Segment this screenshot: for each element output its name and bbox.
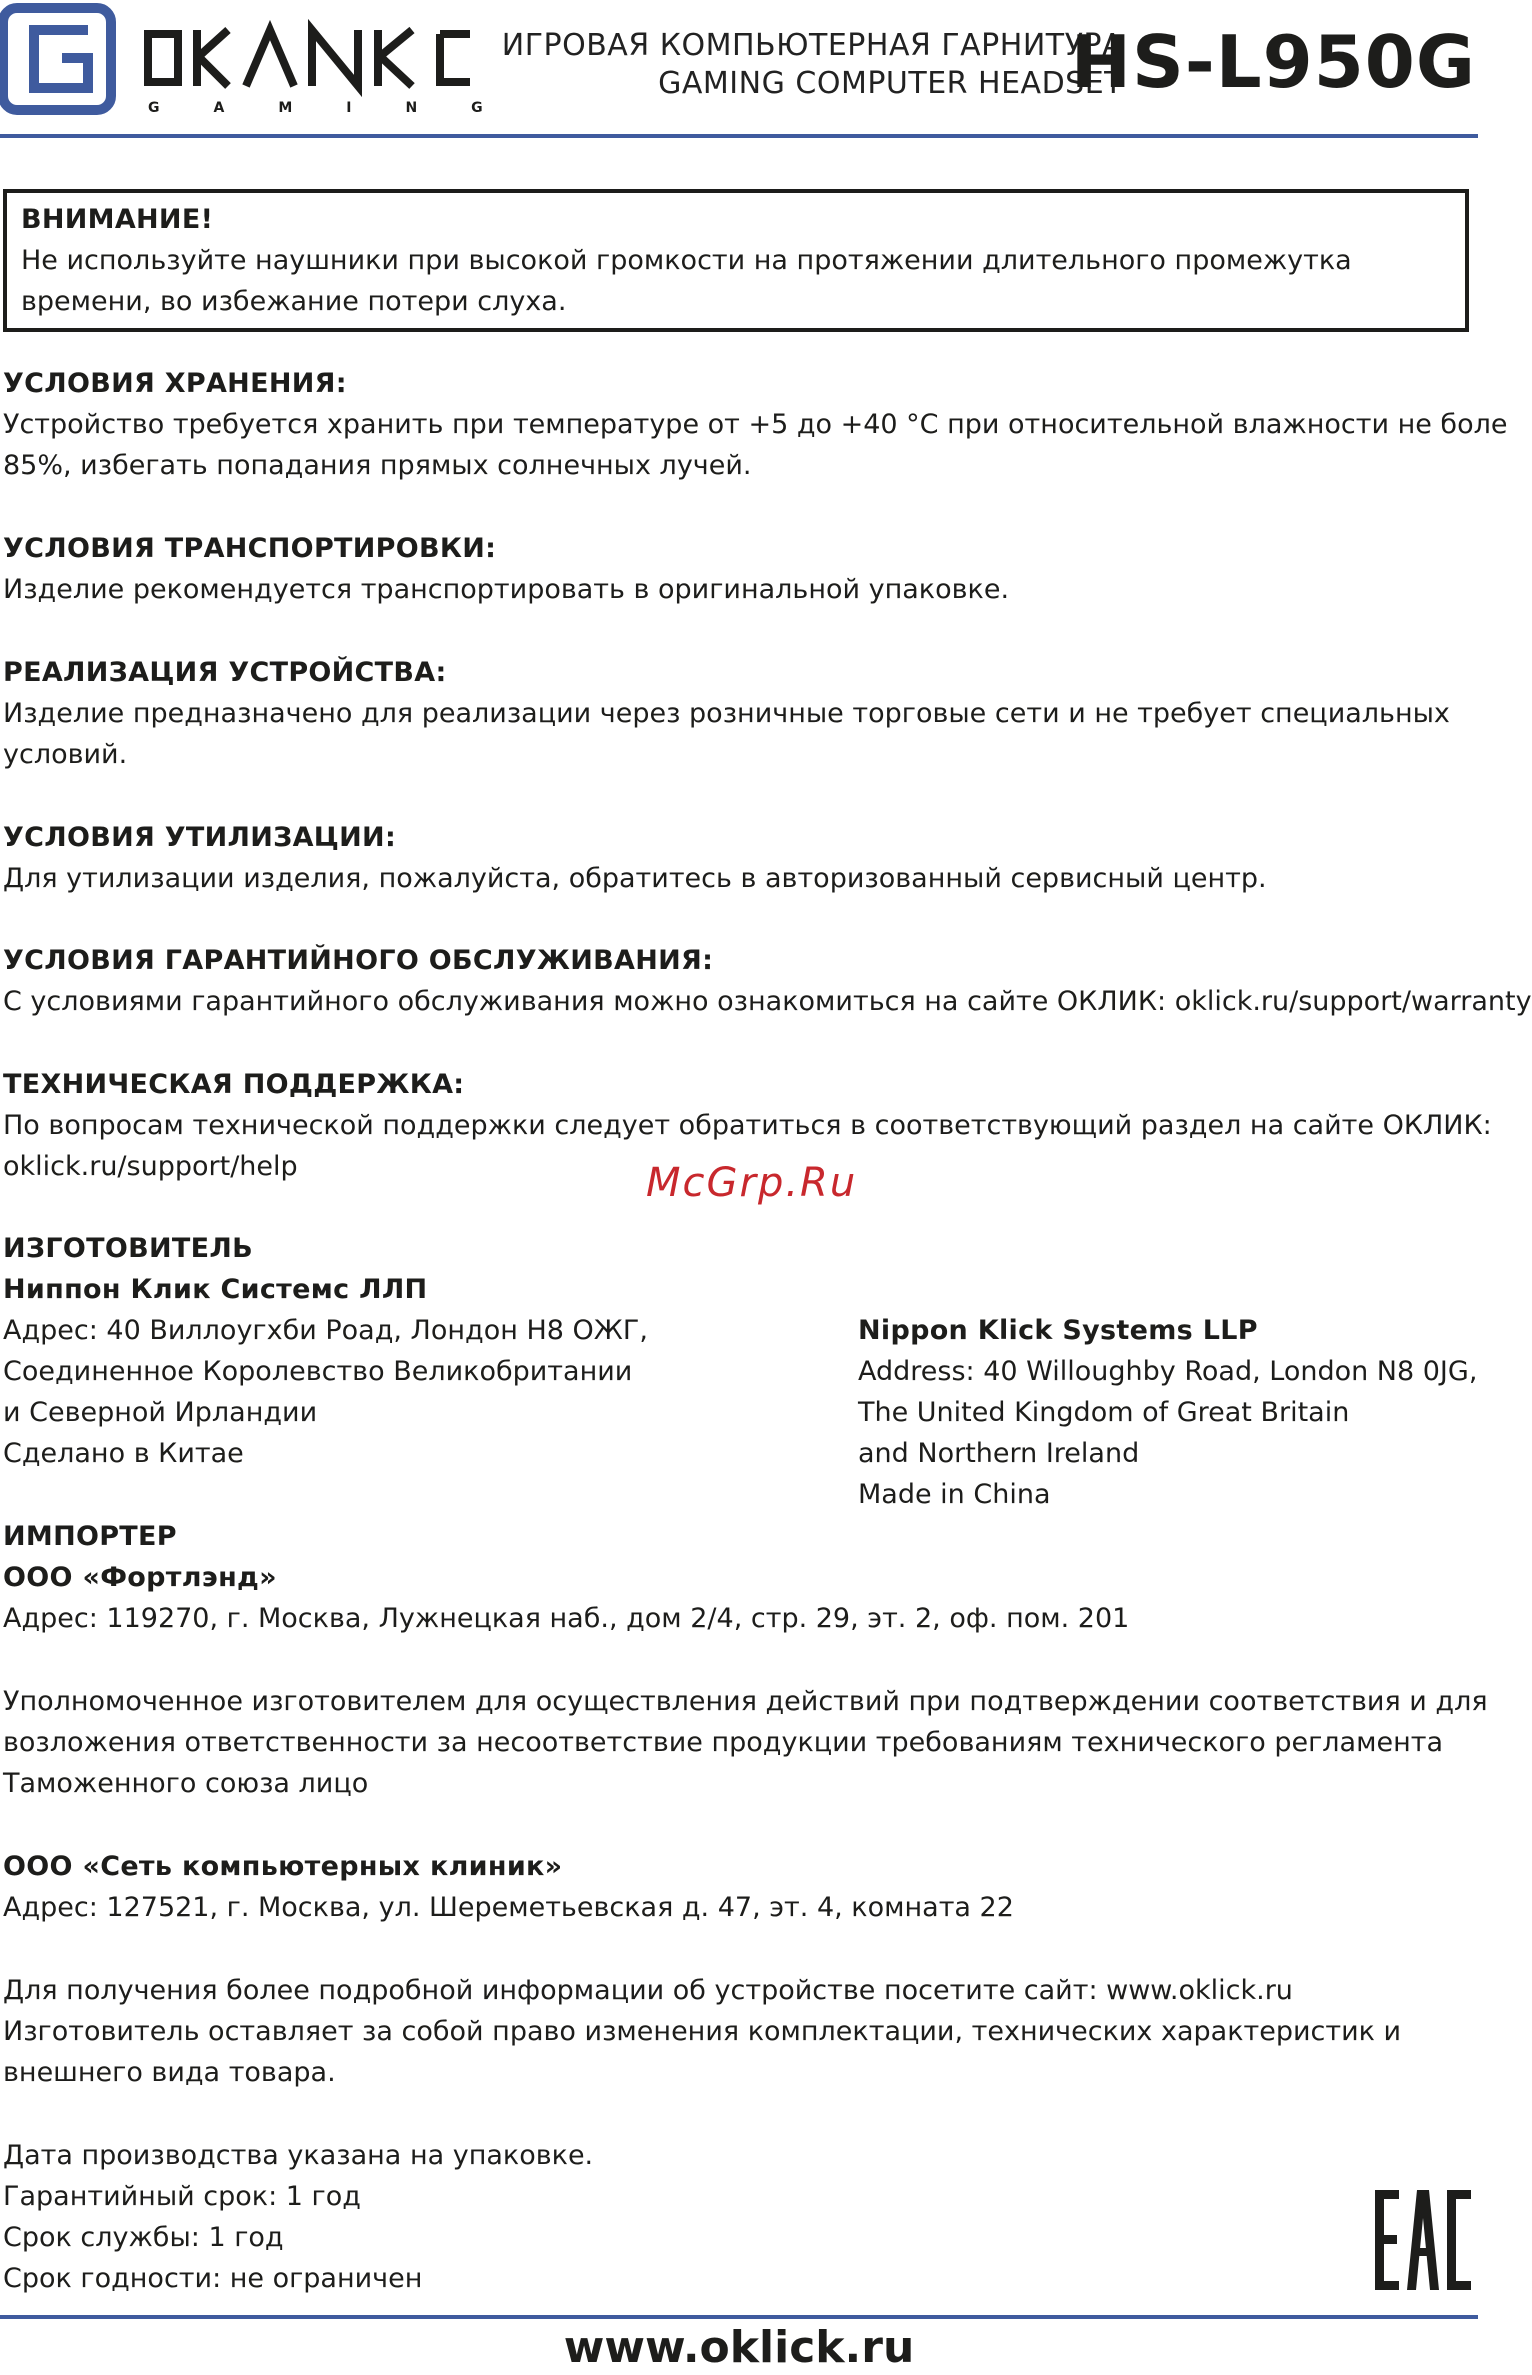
info-line: Изготовитель оставляет за собой право изменения комплектации, технических характеристик и bbox=[3, 2016, 1402, 2047]
eac-mark-icon bbox=[1373, 2188, 1473, 2292]
header-divider bbox=[0, 134, 1478, 138]
storage-title: УСЛОВИЯ ХРАНЕНИЯ: bbox=[3, 368, 347, 399]
manufacturer-title: ИЗГОТОВИТЕЛЬ bbox=[3, 1233, 253, 1264]
product-type-ru: ИГРОВАЯ КОМПЬЮТЕРНАЯ ГАРНИТУРА bbox=[501, 28, 1123, 63]
importer-address: Адрес: 119270, г. Москва, Лужнецкая наб., дом 2/4, стр. 29, эт. 2, оф. пом. 201 bbox=[3, 1603, 1130, 1634]
model-number: HS-L950G bbox=[1070, 20, 1476, 104]
disposal-line: Для утилизации изделия, пожалуйста, обратитесь в авторизованный сервисный центр. bbox=[3, 863, 1267, 894]
support-line: По вопросам технической поддержки следует обратиться в соответствующий раздел на сайте ОКЛИК: bbox=[3, 1110, 1492, 1141]
transport-line: Изделие рекомендуется транспортировать в оригинальной упаковке. bbox=[3, 574, 1010, 605]
warning-title: ВНИМАНИЕ! bbox=[21, 204, 214, 235]
info-line: Для получения более подробной информации об устройстве посетите сайт: www.oklick.ru bbox=[3, 1975, 1293, 2006]
authorized-line: Таможенного союза лицо bbox=[3, 1768, 369, 1799]
product-type-en: GAMING COMPUTER HEADSET bbox=[658, 66, 1123, 101]
logo-emblem-frame bbox=[3, 8, 111, 110]
authorized-line: возложения ответственности за несоответствие продукции требованиям технического регламента bbox=[3, 1727, 1443, 1758]
manufacturer-line-en: and Northern Ireland bbox=[858, 1438, 1140, 1469]
warning-line: времени, во избежание потери слуха. bbox=[21, 286, 567, 317]
info-line: внешнего вида товара. bbox=[3, 2057, 336, 2088]
importer-name: ООО «Фортлэнд» bbox=[3, 1562, 277, 1593]
authorized-name: ООО «Сеть компьютерных клиник» bbox=[3, 1851, 563, 1882]
logo-emblem-g bbox=[34, 30, 88, 88]
sale-line: Изделие предназначено для реализации через розничные торговые сети и не требует специальных bbox=[3, 698, 1450, 729]
manufacturer-line-ru: и Северной Ирландии bbox=[3, 1397, 318, 1428]
oklick-logo bbox=[0, 0, 537, 120]
authorized-line: Уполномоченное изготовителем для осуществления действий при подтверждении соответствия и для bbox=[3, 1686, 1488, 1717]
importer-title: ИМПОРТЕР bbox=[3, 1521, 177, 1552]
authorized-address: Адрес: 127521, г. Москва, ул. Шереметьевская д. 47, эт. 4, комната 22 bbox=[3, 1892, 1014, 1923]
manufacturer-line-en: Address: 40 Willoughby Road, London N8 0JG, bbox=[858, 1356, 1478, 1387]
manufacturer-line-en: Made in China bbox=[858, 1479, 1051, 1510]
logo-wordmark bbox=[148, 30, 470, 86]
dates-line: Срок службы: 1 год bbox=[3, 2222, 284, 2253]
manufacturer-line-ru: Сделано в Китае bbox=[3, 1438, 244, 1469]
manufacturer-line-ru: Адрес: 40 Виллоугхби Роад, Лондон Н8 ОЖГ, bbox=[3, 1315, 648, 1346]
support-line: oklick.ru/support/help bbox=[3, 1151, 298, 1182]
manufacturer-name-en: Nippon Klick Systems LLP bbox=[858, 1315, 1258, 1346]
storage-line: Устройство требуется хранить при температуре от +5 до +40 °С при относительной влажности не боле bbox=[3, 409, 1508, 440]
warning-line: Не используйте наушники при высокой громкости на протяжении длительного промежутка bbox=[21, 245, 1352, 276]
warranty-line: С условиями гарантийного обслуживания можно ознакомиться на сайте ОКЛИК: oklick.ru/support/warranty bbox=[3, 986, 1532, 1017]
sale-title: РЕАЛИЗАЦИЯ УСТРОЙСТВА: bbox=[3, 657, 447, 688]
dates-line: Дата производства указана на упаковке. bbox=[3, 2140, 594, 2171]
watermark-text: McGrp.Ru bbox=[646, 1160, 858, 1206]
transport-title: УСЛОВИЯ ТРАНСПОРТИРОВКИ: bbox=[3, 533, 497, 564]
footer-website-link[interactable]: www.oklick.ru bbox=[563, 2322, 915, 2373]
manufacturer-name-ru: Ниппон Клик Системс ЛЛП bbox=[3, 1274, 428, 1305]
manufacturer-line-en: The United Kingdom of Great Britain bbox=[858, 1397, 1350, 1428]
support-title: ТЕХНИЧЕСКАЯ ПОДДЕРЖКА: bbox=[3, 1069, 465, 1100]
sale-line: условий. bbox=[3, 739, 128, 770]
dates-line: Срок годности: не ограничен bbox=[3, 2263, 423, 2294]
dates-line: Гарантийный срок: 1 год bbox=[3, 2181, 361, 2212]
logo-gaming-sub: GAMING bbox=[148, 100, 537, 116]
warranty-title: УСЛОВИЯ ГАРАНТИЙНОГО ОБСЛУЖИВАНИЯ: bbox=[3, 945, 714, 976]
storage-line: 85%, избегать попадания прямых солнечных лучей. bbox=[3, 450, 752, 481]
footer-divider bbox=[0, 2315, 1478, 2319]
disposal-title: УСЛОВИЯ УТИЛИЗАЦИИ: bbox=[3, 822, 397, 853]
manufacturer-line-ru: Соединенное Королевство Великобритании bbox=[3, 1356, 633, 1387]
